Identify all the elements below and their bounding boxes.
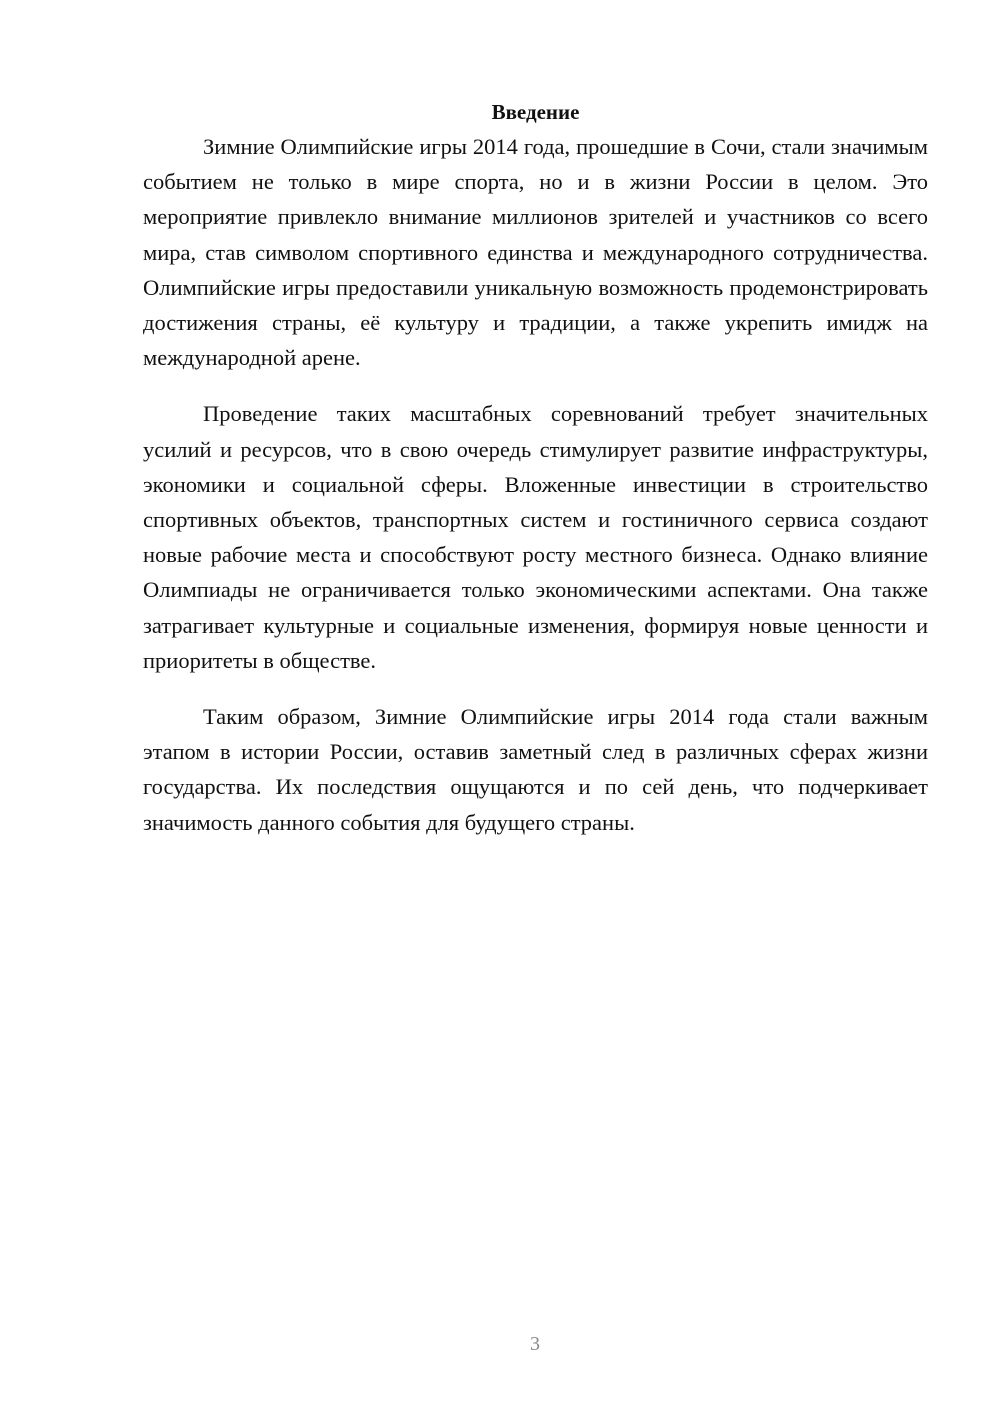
section-heading: Введение — [491, 100, 580, 124]
page-content — [143, 96, 928, 861]
paragraph-3: Таким образом, Зимние Олимпийские игры 2014 года стали важным этапом в истории России, оставив заметный след в различных сферах жизни государства. Их последствия ощущаются и по сей день, что подчеркивает значимость данного события для будущего страны. — [143, 704, 928, 835]
page-number: 3 — [530, 1333, 540, 1355]
paragraph-1: Зимние Олимпийские игры 2014 года, прошедшие в Сочи, стали значимым событием не только в мире спорта, но и в жизни России в целом. Это мероприятие привлекло внимание миллионов зрителей и участников со всего мира, став символом спортивного единства и международного сотрудничества. Олимпийские игры предоставили уникальную возможность продемонстрировать достижения страны, её культуру и традиции, а также укрепить имидж на международной арене. — [143, 134, 928, 371]
paragraph-2: Проведение таких масштабных соревнований требует значительных усилий и ресурсов, что в свою очередь стимулирует развитие инфраструктуры, экономики и социальной сферы. Вложенные инвестиции в строительство спортивных объектов, транспортных систем и гостиничного сервиса создают новые рабочие места и способствуют росту местного бизнеса. Однако влияние Олимпиады не ограничивается только экономическими аспектами. Она также затрагивает культурные и социальные изменения, формируя новые ценности и приоритеты в обществе. — [143, 401, 928, 673]
